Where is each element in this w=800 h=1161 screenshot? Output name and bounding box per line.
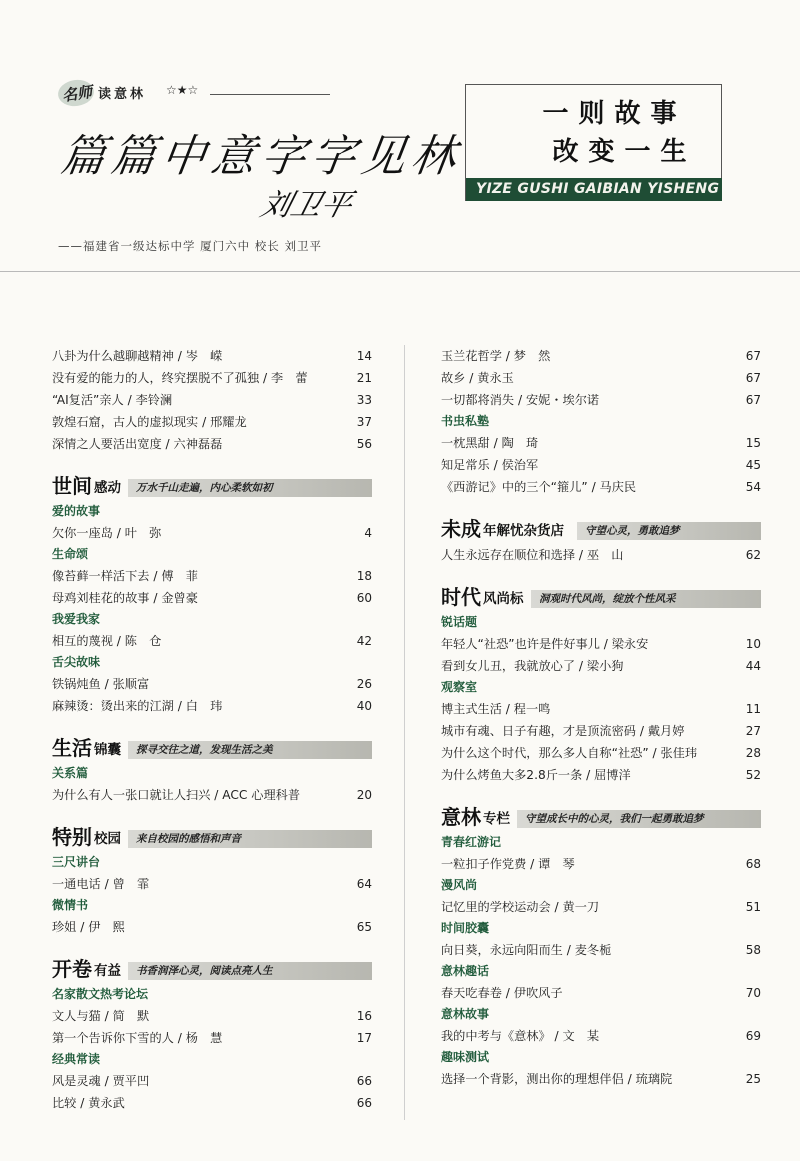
entry-title: 为什么有人一张口就让人扫兴 / ACC 心理科普 — [52, 788, 301, 802]
famous-teacher-badge — [56, 78, 95, 109]
banner-mid: 有益 — [94, 963, 121, 979]
toc-entry[interactable] — [52, 411, 372, 433]
entry-page: 70 — [745, 986, 761, 1000]
attribution: ——福建省一级达标中学 厦门六中 校长 刘卫平 — [58, 239, 322, 253]
toc-entry[interactable] — [441, 853, 761, 875]
banner-big: 世间 — [52, 474, 92, 498]
entry-page: 52 — [745, 768, 761, 782]
entry-title: 八卦为什么越聊越精神 / 岑 嵘 — [52, 349, 223, 363]
entry-title: 欠你一座岛 / 叶 弥 — [52, 526, 162, 540]
section-banner-shidai — [441, 582, 761, 612]
entry-title: 文人与猫 / 简 默 — [52, 1009, 150, 1023]
entry-page: 66 — [356, 1096, 372, 1110]
toc-entry[interactable] — [52, 389, 372, 411]
entry-title: 人生永远存在顺位和选择 / 巫 山 — [441, 548, 624, 562]
entry-page: 17 — [356, 1031, 372, 1045]
toc-entry[interactable] — [52, 695, 372, 717]
subsection-heading: 我爱我家 — [52, 612, 101, 626]
entry-title: 相互的蔑视 / 陈 仓 — [52, 634, 162, 648]
toc-entry[interactable] — [52, 784, 372, 806]
entry-page: 10 — [745, 637, 761, 651]
entry-page: 20 — [356, 788, 372, 802]
toc-entry[interactable] — [52, 1005, 372, 1027]
section-banner-weicheng — [441, 514, 761, 544]
entry-page: 67 — [745, 393, 761, 407]
badge-text: 名师 — [61, 82, 94, 105]
entry-page: 18 — [356, 569, 372, 583]
entry-title: 像苔藓一样活下去 / 傅 菲 — [52, 569, 198, 583]
toc-entry[interactable] — [52, 345, 372, 367]
entry-title: 博主式生活 / 程一鸣 — [441, 702, 551, 716]
entry-title: 城市有魂、日子有趣，才是顶流密码 / 戴月婷 — [441, 724, 685, 738]
toc-right-column — [441, 345, 761, 1090]
toc-entry[interactable] — [52, 1092, 372, 1114]
entry-title: 铁锅炖鱼 / 张顺富 — [52, 677, 150, 691]
section-banner-tebie — [52, 822, 372, 852]
toc-left-column — [52, 345, 372, 1114]
toc-entry[interactable] — [52, 587, 372, 609]
entry-title: 向日葵，永远向阳而生 / 麦冬栀 — [441, 943, 612, 957]
column-name: 读意林 — [98, 87, 147, 102]
toc-entry[interactable] — [52, 433, 372, 455]
entry-page: 21 — [356, 371, 372, 385]
entry-title: 第一个告诉你下雪的人 / 杨 慧 — [52, 1031, 223, 1045]
banner-slogan: 守望心灵，勇敢追梦 — [577, 522, 761, 540]
entry-page: 33 — [356, 393, 372, 407]
entry-page: 27 — [745, 724, 761, 738]
subsection-heading: 意林趣话 — [441, 964, 490, 978]
banner-slogan: 洞观时代风尚，绽放个性风采 — [531, 590, 761, 608]
entry-page: 60 — [356, 591, 372, 605]
toc-entry[interactable] — [441, 345, 761, 367]
entry-title: 珍姐 / 伊 熙 — [52, 920, 125, 934]
entry-title: 麻辣烫：烫出来的江湖 / 白 玮 — [52, 699, 223, 713]
subsection-heading: 三尺讲台 — [52, 855, 101, 869]
page-header — [0, 0, 800, 272]
toc-entry[interactable] — [441, 764, 761, 786]
entry-title: 比较 / 黄永武 — [52, 1096, 125, 1110]
toc-entry[interactable] — [441, 1068, 761, 1090]
entry-page: 42 — [356, 634, 372, 648]
entry-title: “AI复活”亲人 / 李铃澜 — [52, 393, 173, 407]
header-rule — [210, 94, 330, 95]
subsection-heading: 关系篇 — [52, 766, 89, 780]
toc-entry[interactable] — [52, 673, 372, 695]
calligraphy-signature: 刘卫平 — [256, 188, 356, 223]
banner-big: 未成 — [441, 517, 481, 541]
entry-title: 春天吃春卷 / 伊吹风子 — [441, 986, 563, 1000]
toc-entry[interactable] — [441, 389, 761, 411]
story-pinyin-bar: YIZE GUSHI GAIBIAN YISHENG — [466, 178, 722, 201]
subsection-heading: 名家散文热考论坛 — [52, 987, 149, 1001]
entry-page: 14 — [356, 349, 372, 363]
toc-entry[interactable] — [52, 873, 372, 895]
toc-entry[interactable] — [52, 367, 372, 389]
subsection-heading: 时间胶囊 — [441, 921, 490, 935]
entry-page: 58 — [745, 943, 761, 957]
toc-entry[interactable] — [441, 454, 761, 476]
entry-page: 65 — [356, 920, 372, 934]
section-banner-shijian — [52, 471, 372, 501]
entry-title: 为什么烤鱼大多2.8斤一条 / 屈博洋 — [441, 768, 631, 782]
subsection-heading: 锐话题 — [441, 615, 478, 629]
toc-entry[interactable] — [441, 939, 761, 961]
subsection-heading: 观察室 — [441, 680, 478, 694]
rating-stars: ☆★☆ — [166, 83, 199, 97]
story-title-line-2: 改变一生 — [552, 137, 697, 167]
entry-title: 知足常乐 / 侯治军 — [441, 458, 539, 472]
toc-entry[interactable] — [441, 698, 761, 720]
entry-page: 62 — [745, 548, 761, 562]
toc-entry[interactable] — [52, 565, 372, 587]
banner-mid: 感动 — [94, 480, 121, 496]
entry-title: 一切都将消失 / 安妮・埃尔诺 — [441, 393, 600, 407]
subsection-heading: 爱的故事 — [52, 504, 101, 518]
banner-slogan: 守望成长中的心灵，我们一起勇敢追梦 — [517, 810, 761, 828]
entry-page: 67 — [745, 349, 761, 363]
banner-big: 生活 — [52, 736, 92, 760]
entry-title: 一枕黑甜 / 陶 琦 — [441, 436, 539, 450]
banner-big: 时代 — [441, 585, 481, 609]
entry-page: 56 — [356, 437, 372, 451]
toc-entry[interactable] — [52, 1027, 372, 1049]
entry-title: 母鸡刘桂花的故事 / 金曾豪 — [52, 591, 198, 605]
column-divider — [404, 345, 405, 1120]
entry-page: 64 — [356, 877, 372, 891]
entry-page: 51 — [745, 900, 761, 914]
entry-page: 15 — [745, 436, 761, 450]
toc-entry[interactable] — [441, 982, 761, 1004]
banner-mid: 校园 — [94, 831, 121, 847]
entry-page: 69 — [745, 1029, 761, 1043]
entry-page: 40 — [356, 699, 372, 713]
subsection-heading: 意林故事 — [441, 1007, 490, 1021]
toc-entry[interactable] — [52, 522, 372, 544]
toc-entry[interactable] — [441, 655, 761, 677]
entry-page: 26 — [356, 677, 372, 691]
toc-entry[interactable] — [441, 476, 761, 498]
entry-title: 年轻人“社恐”也许是件好事儿 / 梁永安 — [441, 637, 649, 651]
entry-title: 记忆里的学校运动会 / 黄一刀 — [441, 900, 600, 914]
toc-entry[interactable] — [441, 544, 761, 566]
toc-entry[interactable] — [52, 916, 372, 938]
banner-big: 开卷 — [52, 957, 92, 981]
toc-entry[interactable] — [441, 367, 761, 389]
banner-big: 意林 — [441, 805, 481, 829]
entry-page: 68 — [745, 857, 761, 871]
toc-entry[interactable] — [441, 896, 761, 918]
banner-mid: 锦囊 — [94, 742, 121, 758]
toc-entry[interactable] — [441, 1025, 761, 1047]
banner-slogan: 探寻交往之道，发现生活之美 — [128, 741, 372, 759]
entry-page: 44 — [745, 659, 761, 673]
section-banner-yilin — [441, 802, 761, 832]
subsection-heading: 经典常读 — [52, 1052, 101, 1066]
subsection-heading: 趣味测试 — [441, 1050, 490, 1064]
entry-page: 28 — [745, 746, 761, 760]
entry-title: 没有爱的能力的人，终究摆脱不了孤独 / 李 蕾 — [52, 371, 308, 385]
banner-mid: 年解忧杂货店 — [483, 523, 564, 539]
banner-slogan: 书香润泽心灵，阅读点亮人生 — [128, 962, 372, 980]
subsection-heading: 漫风尚 — [441, 878, 478, 892]
entry-title: 一通电话 / 曾 霏 — [52, 877, 150, 891]
entry-page: 11 — [745, 702, 761, 716]
entry-page: 25 — [745, 1072, 761, 1086]
toc-entry[interactable] — [441, 720, 761, 742]
entry-page: 66 — [356, 1074, 372, 1088]
entry-title: 深情之人要活出宽度 / 六神磊磊 — [52, 437, 223, 451]
story-title-line-1: 一则故事 — [542, 99, 687, 129]
subsection-heading: 青春红游记 — [441, 835, 502, 849]
entry-page: 45 — [745, 458, 761, 472]
toc-entry[interactable] — [52, 1070, 372, 1092]
entry-title: 敦煌石窟，古人的虚拟现实 / 邢耀龙 — [52, 415, 247, 429]
entry-title: 一粒扣子作党费 / 谭 琴 — [441, 857, 575, 871]
banner-mid: 风尚标 — [483, 591, 524, 607]
section-banner-kaijuan — [52, 954, 372, 984]
entry-title: 玉兰花哲学 / 梦 然 — [441, 349, 551, 363]
entry-page: 67 — [745, 371, 761, 385]
entry-page: 54 — [745, 480, 761, 494]
entry-title: 《西游记》中的三个“箍儿” / 马庆民 — [441, 480, 637, 494]
entry-title: 风是灵魂 / 贾平凹 — [52, 1074, 150, 1088]
subsection-heading: 生命颂 — [52, 547, 89, 561]
entry-title: 我的中考与《意林》 / 文 某 — [441, 1029, 600, 1043]
entry-title: 为什么这个时代，那么多人自称“社恐” / 张佳玮 — [441, 746, 698, 760]
banner-slogan: 来自校园的感悟和声音 — [128, 830, 372, 848]
entry-title: 故乡 / 黄永玉 — [441, 371, 514, 385]
subsection-heading: 舌尖故味 — [52, 655, 101, 669]
toc-entry[interactable] — [441, 742, 761, 764]
entry-page: 4 — [364, 526, 372, 540]
toc-entry[interactable] — [52, 630, 372, 652]
entry-page: 16 — [356, 1009, 372, 1023]
calligraphy-inscription: 篇篇中意字字见林 — [57, 131, 465, 182]
toc-entry[interactable] — [441, 432, 761, 454]
section-banner-shenghuo — [52, 733, 372, 763]
subsection-heading: 书虫私塾 — [441, 414, 490, 428]
banner-slogan: 万水千山走遍，内心柔软如初 — [128, 479, 372, 497]
entry-title: 看到女儿丑，我就放心了 / 梁小狗 — [441, 659, 624, 673]
subsection-heading: 微情书 — [52, 898, 89, 912]
banner-big: 特别 — [52, 825, 92, 849]
banner-mid: 专栏 — [483, 811, 510, 827]
entry-page: 37 — [356, 415, 372, 429]
toc-entry[interactable] — [441, 633, 761, 655]
entry-title: 选择一个背影，测出你的理想伴侣 / 琉璃院 — [441, 1072, 673, 1086]
